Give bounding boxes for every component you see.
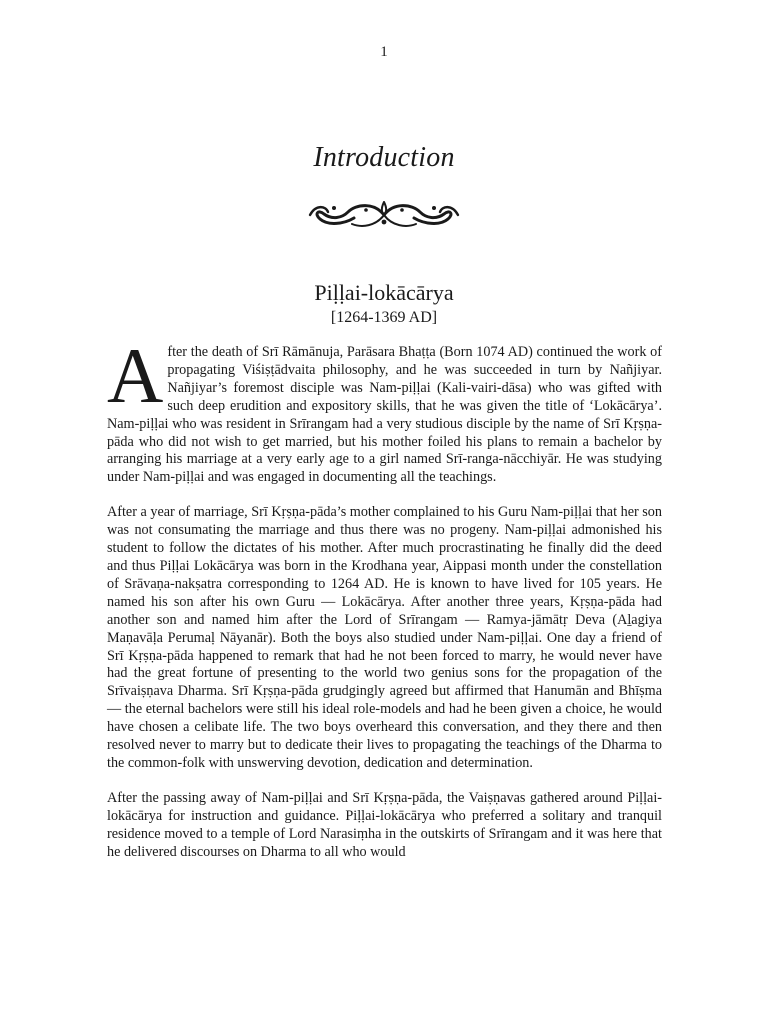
paragraph-text: fter the death of Srī Rāmānuja, Parāsara Bhaṭṭa (Born 1074 AD) continued the work of propagating Viśiṣṭādvaita philosophy, and he was succeeded in turn by Nañjiyar. Nañjiyar’s foremost disciple was Nam-piḷḷai (Kali-vairi-dāsa) who was gifted with such deep erudition and expository skills, that he was given the title of ‘Lokācārya’. Nam-piḷḷai who was resident in Srīrangam had a very studious disciple by the name of Srī Kṛṣṇa-pāda who did not wish to get married, but his mother foiled his plans to remain a bachelor by arranging his marriage at a very early age to a girl named Srī-ranga-nācchiyār. He was studying under Nam-piḷḷai and was engaged in documenting all the teachings.	[107, 344, 662, 486]
section-title: Piḷḷai-lokācārya	[314, 280, 454, 305]
section-dates: [1264-1369 AD]	[330, 309, 438, 326]
paragraph	[107, 790, 662, 862]
page-number: 1	[380, 44, 388, 60]
paragraph-text: After a year of marriage, Srī Kṛṣṇa-pāda’s mother complained to his Guru Nam-piḷḷai that her son was not consumating the marriage and thus there was no progeny. Nam-piḷḷai admonished his student to follow the dictates of his mother. After much procrastinating he finally did the deed and thus Piḷḷai Lokācārya was born in the Krodhana year, Aippasi month under the constellation of Srāvaṇa-nakṣatra corresponding to 1264 AD. He is known to have lived for 105 years. He named his son after his own Guru — Lokācārya. After another three years, Kṛṣṇa-pāda had another son and named him after the Lord of Srīrangam — Ramya-jāmātṛ Deva (Aḻagiya Maṇavāḷa Perumaḷ Nāyanār). Both the boys also studied under Nam-piḷḷai. One day a friend of Srī Kṛṣṇa-pāda happened to remark that had he not been forced to marry, he would never have had the great fortune of presenting to the world two genius sons for the propagation of the Srīvaiṣṇava Dharma. Srī Kṛṣṇa-pāda grudgingly agreed but affirmed that Hanumān and Bhīṣma — the eternal bachelors were still his ideal role-models and had he been given a choice, he would have chosen a celibate life. The two boys overheard this conversation, and they there and then resolved never to marry but to dedicate their lives to propagating the teachings of the Dharma to the common-folk with unswerving devotion, dedication and determination.	[107, 504, 662, 771]
paragraph-text: After the passing away of Nam-piḷḷai and Srī Kṛṣṇa-pāda, the Vaiṣṇavas gathered around Piḷḷai-lokācārya for instruction and guidance. Piḷḷai-lokācārya who preferred a solitary and tranquil residence moved to a temple of Lord Narasiṃha in the outskirts of Srīrangam and it was here that he delivered discourses on Dharma to all who would	[107, 789, 662, 860]
paragraph	[107, 504, 662, 773]
body-text	[107, 332, 662, 878]
chapter-title: Introduction	[313, 142, 455, 173]
paragraph	[107, 332, 662, 487]
floral-flourish-divider-icon	[304, 198, 464, 232]
drop-cap: A	[107, 332, 164, 419]
